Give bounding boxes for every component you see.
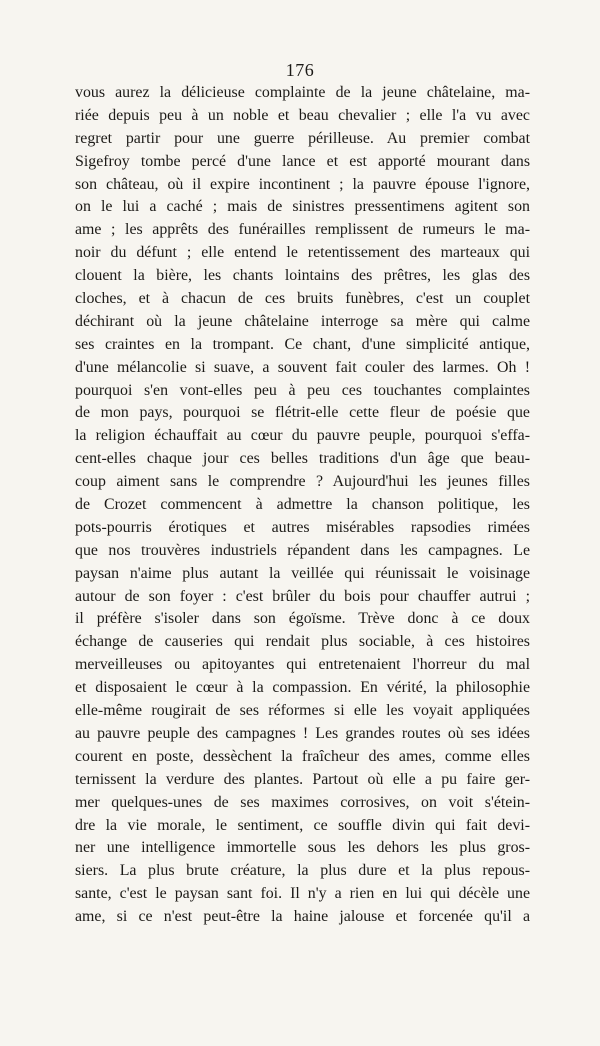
- text-line: siers. La plus brute créature, la plus dure et la plus repous-: [75, 862, 530, 880]
- text-line: ternissent la verdure des plantes. Partout où elle a pu faire ger-: [75, 770, 530, 788]
- text-line: autour de son foyer : c'est brûler du bois pour chauffer autrui ;: [75, 587, 530, 605]
- text-line: regret partir pour une guerre périlleuse. Au premier combat: [75, 129, 530, 147]
- text-line: au pauvre peuple des campagnes ! Les grandes routes où ses idées: [75, 724, 530, 742]
- text-line: déchirant où la jeune châtelaine interroge sa mère qui calme: [75, 312, 530, 330]
- text-line: Sigefroy tombe percé d'une lance et est apporté mourant dans: [75, 152, 530, 170]
- text-line: son château, où il expire incontinent ; la pauvre épouse l'ignore,: [75, 175, 530, 193]
- text-line: d'une mélancolie si suave, a souvent fait couler des larmes. Oh !: [75, 358, 530, 376]
- text-line: coup aiment sans le comprendre ? Aujourd'hui les jeunes filles: [75, 473, 530, 491]
- text-line: sante, c'est le paysan sant foi. Il n'y a rien en lui qui décèle une: [75, 885, 530, 903]
- text-line: noir du défunt ; elle entend le retentissement des marteaux qui: [75, 244, 530, 262]
- text-line: de mon pays, pourquoi se flétrit-elle cette fleur de poésie que: [75, 404, 530, 422]
- text-line: de Crozet commencent à admettre la chanson politique, les: [75, 496, 530, 514]
- page-number: 176: [285, 60, 315, 80]
- text-line: ame ; les apprêts des funérailles remplissent de rumeurs le ma-: [75, 221, 530, 239]
- text-line: mer quelques-unes de ses maximes corrosives, on voit s'étein-: [75, 793, 530, 811]
- text-line: riée depuis peu à un noble et beau chevalier ; elle l'a vu avec: [75, 106, 530, 124]
- text-line: ses craintes en la trompant. Ce chant, d'une simplicité antique,: [75, 335, 530, 353]
- text-line: il préfère s'isoler dans son égoïsme. Trève donc à ce doux: [75, 610, 530, 628]
- text-line: merveilleuses ou apitoyantes qui entretenaient l'horreur du mal: [75, 656, 530, 674]
- text-line: ame, si ce n'est peut-être la haine jalouse et forcenée qu'il a: [75, 908, 530, 926]
- text-line: clouent la bière, les chants lointains des prêtres, les glas des: [75, 267, 530, 285]
- text-line: ner une intelligence immortelle sous les dehors les plus gros-: [75, 839, 530, 857]
- text-line: on le lui a caché ; mais de sinistres pressentimens agitent son: [75, 198, 530, 216]
- text-line: elle-même rougirait de ses réformes si elle les voyait appliquées: [75, 702, 530, 720]
- text-line: et disposaient le cœur à la compassion. En vérité, la philosophie: [75, 679, 530, 697]
- text-line: la religion échauffait au cœur du pauvre peuple, pourquoi s'effa-: [75, 427, 530, 445]
- text-line: cent-elles chaque jour ces belles traditions d'un âge que beau-: [75, 450, 530, 468]
- body-text: [75, 82, 530, 929]
- text-line: vous aurez la délicieuse complainte de la jeune châtelaine, ma-: [75, 84, 530, 101]
- text-line: courent en poste, dessèchent la fraîcheur des ames, comme elles: [75, 747, 530, 765]
- text-line: paysan n'aime plus autant la veillée qui réunissait le voisinage: [75, 564, 530, 582]
- text-line: pots-pourris érotiques et autres misérables rapsodies rimées: [75, 518, 530, 536]
- text-line: que nos trouvères industriels répandent dans les campagnes. Le: [75, 541, 530, 559]
- text-line: dre la vie morale, le sentiment, ce souffle divin qui fait devi-: [75, 816, 530, 834]
- text-line: cloches, et à chacun de ces bruits funèbres, c'est un couplet: [75, 290, 530, 308]
- text-line: échange de causeries qui rendait plus sociable, à ces histoires: [75, 633, 530, 651]
- text-line: pourquoi s'en vont-elles peu à peu ces touchantes complaintes: [75, 381, 530, 399]
